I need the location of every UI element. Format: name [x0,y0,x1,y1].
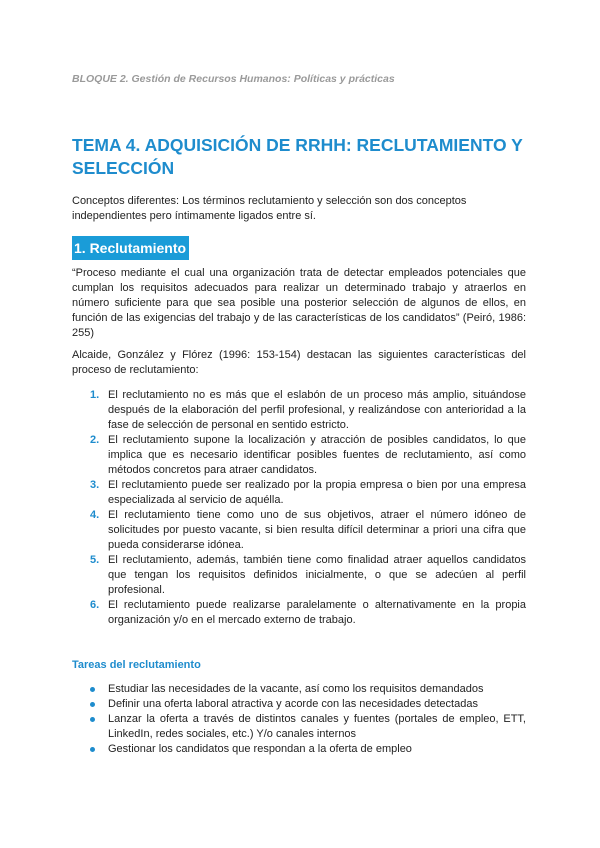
list-item [72,712,526,742]
list-item-text: El reclutamiento supone la localización y atracción de posibles candidatos, lo que implica que es necesario identificar posibles fuentes de reclutamiento, así como métodos concretos para atraer candidatos. [108,434,526,476]
list-item-text: El reclutamiento puede realizarse paralelamente o alternativamente en la propia organización y/o en el mercado externo de trabajo. [108,599,526,626]
bullet-icon [90,687,95,692]
list-item-number: 2. [90,434,100,446]
list-item [72,742,526,757]
features-lead-paragraph: Alcaide, González y Flórez (1996: 153-154) destacan las siguientes características del proceso de reclutamiento: [72,349,526,376]
page-title: TEMA 4. ADQUISICIÓN DE RRHH: RECLUTAMIENTO Y SELECCIÓN [72,135,523,178]
list-item-text: Estudiar las necesidades de la vacante, así como los requisitos demandados [108,683,484,695]
tasks-list [72,682,526,757]
list-item [72,478,526,508]
intro-paragraph: Conceptos diferentes: Los términos reclutamiento y selección son dos conceptos independientes pero íntimamente ligados entre sí. [72,195,467,222]
running-header: BLOQUE 2. Gestión de Recursos Humanos: Políticas y prácticas [72,73,395,85]
list-item-number: 4. [90,509,100,521]
section-heading-label: 1. Reclutamiento [74,240,187,256]
list-item-text: Lanzar la oferta a través de distintos canales y fuentes (portales de empleo, ETT, LinkedIn, redes sociales, etc.) Y/o canales internos [108,713,526,740]
list-item [72,697,526,712]
bullet-icon [90,702,95,707]
list-item-number: 3. [90,479,100,491]
list-item-text: El reclutamiento puede ser realizado por la propia empresa o bien por una empresa especializada al servicio de aquélla. [108,479,526,506]
list-item-text: El reclutamiento, además, también tiene como finalidad atraer aquellos candidatos que tengan los requisitos definidos inicialmente, o que se adecúen al perfil profesional. [108,554,526,596]
list-item-number: 6. [90,599,100,611]
list-item [72,433,526,478]
bullet-icon [90,747,95,752]
features-list [72,388,526,628]
section-heading-reclutamiento [72,236,189,260]
list-item [72,508,526,553]
list-item [72,388,526,433]
list-item-number: 1. [90,389,100,401]
list-item [72,682,526,697]
list-item-text: Gestionar los candidatos que respondan a la oferta de empleo [108,743,412,755]
list-item-text: Definir una oferta laboral atractiva y acorde con las necesidades detectadas [108,698,478,710]
list-item-text: El reclutamiento tiene como uno de sus objetivos, atraer el número idóneo de solicitudes por puesto vacante, si bien resulta difícil determinar a priori una cifra que pueda considerarse idónea. [108,509,526,551]
tasks-heading: Tareas del reclutamiento [72,659,201,671]
list-item [72,598,526,628]
list-item-text: El reclutamiento no es más que el eslabón de un proceso más amplio, situándose después de la elaboración del perfil profesional, y realizándose con anterioridad a la fase de selección de personal en sentido estricto. [108,389,526,431]
list-item-number: 5. [90,554,100,566]
definition-quote: “Proceso mediante el cual una organización trata de detectar empleados potenciales que cumplan los requisitos adecuados para realizar un determinado trabajo y atraerlos en número suficiente para que sea posible una posterior selección de algunos de ellos, en función de las exigencias del trabajo y de las características de los candidatos” (Peiró, 1986: 255) [72,267,526,339]
list-item [72,553,526,598]
bullet-icon [90,717,95,722]
